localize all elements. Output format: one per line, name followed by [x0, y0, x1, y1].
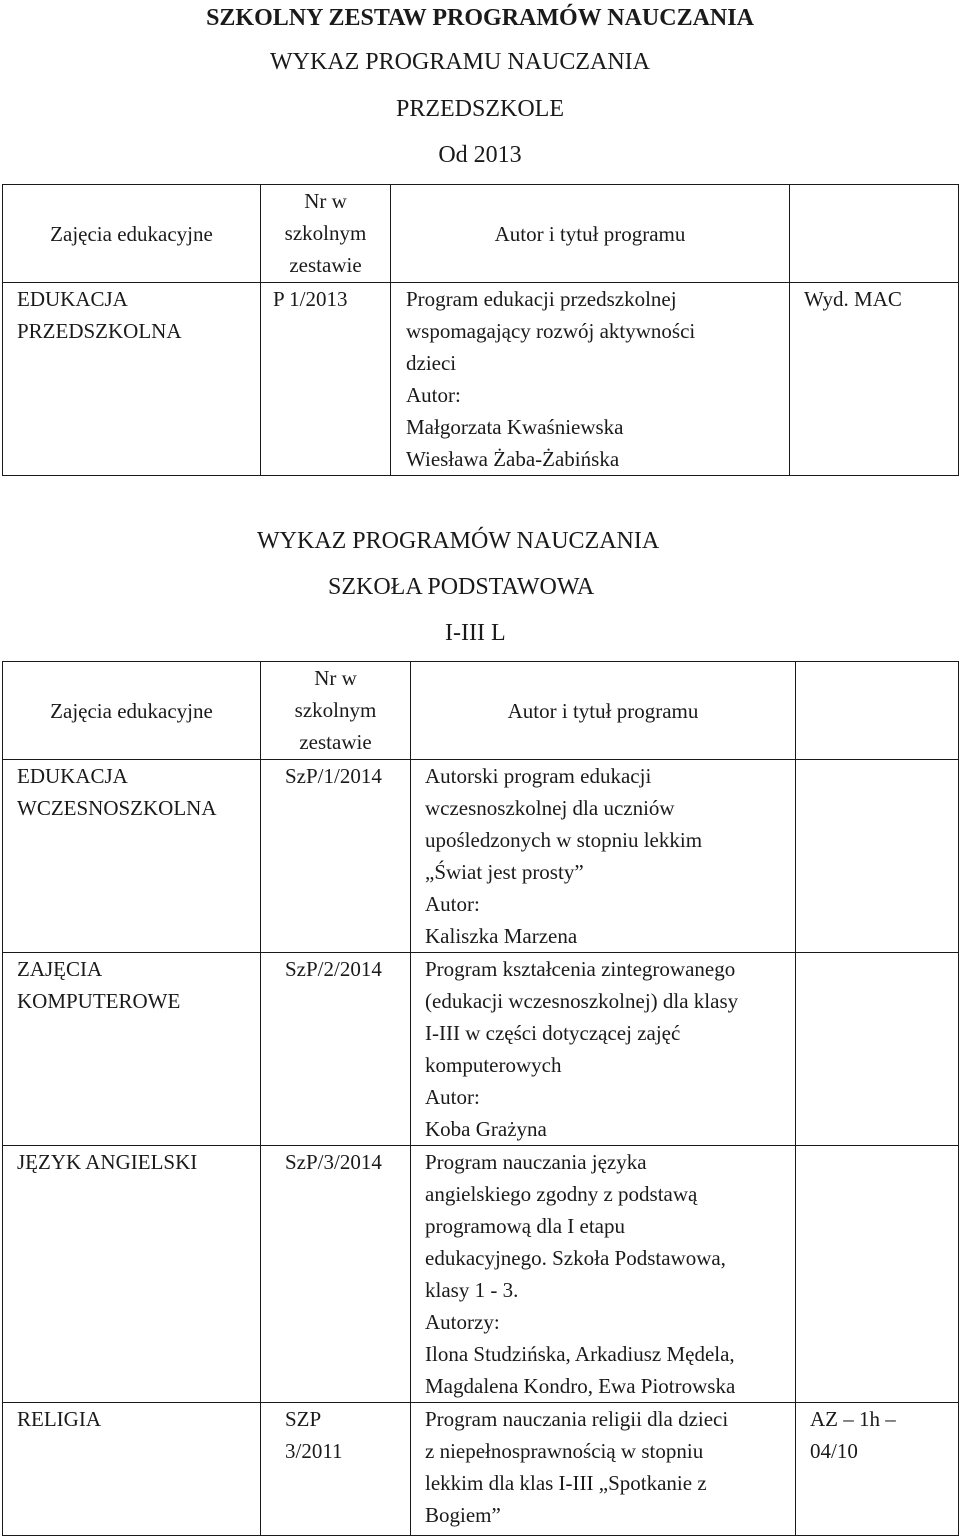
section2-header-number: Nr w szkolnym zestawie: [261, 662, 411, 760]
row-program: Program edukacji przedszkolnej wspomagający rozwój aktywności dzieci Autor: Małgorzata Kwaśniewska Wiesława Żaba-Żabińska: [391, 283, 790, 476]
row-publisher: [796, 1146, 959, 1403]
table-row: [3, 283, 959, 476]
row-number: SzP/2/2014: [261, 953, 411, 1146]
row-program: Program kształcenia zintegrowanego (edukacji wczesnoszkolnej) dla klasy I-III w części dotyczącej zajęć komputerowych Autor: Koba Grażyna: [411, 953, 796, 1146]
row-subject: ZAJĘCIA KOMPUTEROWE: [3, 953, 261, 1146]
row-number: P 1/2013: [261, 283, 391, 476]
section2-heading: WYKAZ PROGRAMÓW NAUCZANIA: [257, 528, 660, 554]
section1-header-number: Nr w szkolnym zestawie: [261, 185, 391, 283]
row-number: SZP 3/2011: [261, 1403, 411, 1536]
row-program: Autorski program edukacji wczesnoszkolnej dla uczniów upośledzonych w stopniu lekkim „Świat jest prosty” Autor: Kaliszka Marzena: [411, 760, 796, 953]
section1-since: Od 2013: [438, 142, 522, 168]
row-program: Program nauczania religii dla dzieci z niepełnosprawnością w stopniu lekkim dla klas I-III „Spotkanie z Bogiem”: [411, 1403, 796, 1536]
section1-header-subject: Zajęcia edukacyjne: [3, 185, 261, 283]
row-publisher: AZ – 1h – 04/10: [796, 1403, 959, 1536]
section1-subheading: PRZEDSZKOLE: [396, 96, 564, 122]
row-publisher: Wyd. MAC: [790, 283, 959, 476]
table-row: [3, 1146, 959, 1403]
row-number: SzP/3/2014: [261, 1146, 411, 1403]
row-subject: EDUKACJA PRZEDSZKOLNA: [3, 283, 261, 476]
table-row: [3, 1403, 959, 1536]
row-subject: RELIGIA: [3, 1403, 261, 1536]
row-subject: JĘZYK ANGIELSKI: [3, 1146, 261, 1403]
table-row: [3, 953, 959, 1146]
row-number: SzP/1/2014: [261, 760, 411, 953]
section1-table: [2, 184, 959, 476]
table-row: [3, 760, 959, 953]
section2-header-subject: Zajęcia edukacyjne: [3, 662, 261, 760]
section1-heading: WYKAZ PROGRAMU NAUCZANIA: [270, 49, 650, 75]
section2-table: [2, 661, 959, 1536]
row-program: Program nauczania języka angielskiego zgodny z podstawą programową dla I etapu edukacyjnego. Szkoła Podstawowa, klasy 1 - 3. Autorzy: Ilona Studzińska, Arkadiusz Mędela, Magdalena Kondro, Ewa Piotrowska: [411, 1146, 796, 1403]
row-publisher: [796, 953, 959, 1146]
row-subject: EDUKACJA WCZESNOSZKOLNA: [3, 760, 261, 953]
section2-header-program: Autor i tytuł programu: [411, 662, 796, 760]
section2-header-publisher: [796, 662, 959, 760]
section1-header-program: Autor i tytuł programu: [391, 185, 790, 283]
section2-level: I-III L: [445, 620, 506, 646]
section1-header-publisher: [790, 185, 959, 283]
row-publisher: [796, 760, 959, 953]
document-title: SZKOLNY ZESTAW PROGRAMÓW NAUCZANIA: [206, 5, 754, 31]
section2-subheading: SZKOŁA PODSTAWOWA: [328, 574, 595, 600]
